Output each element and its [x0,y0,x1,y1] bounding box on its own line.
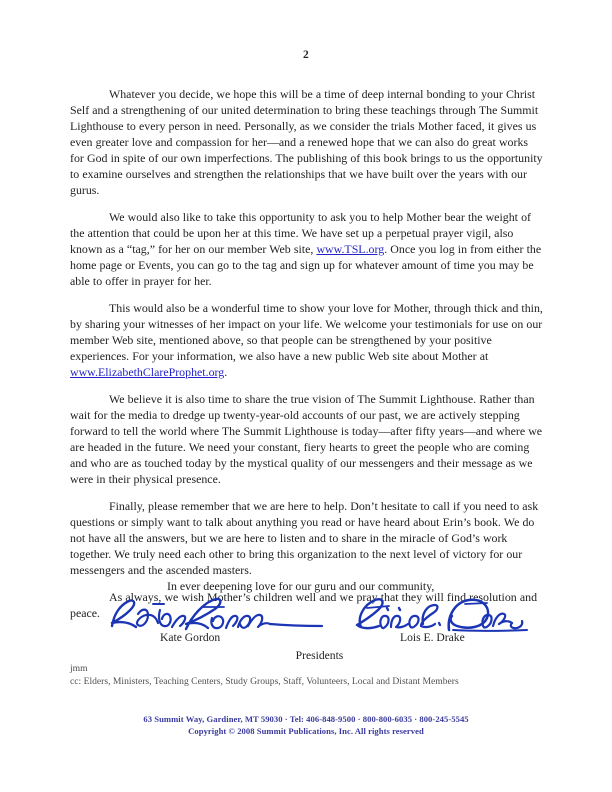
paragraph-1 [70,86,543,198]
paragraph-4 [70,391,543,487]
paragraph-3-text-b: . [224,365,228,379]
paragraph-2-text-a: We would also like to take this opportunity to ask you to help Mother bear the weight of the attention that could be upon her at this time. We have set up a perpetual prayer vigil, also known as a “tag,” for her on our member Web site, [70,210,531,256]
paragraph-1-text: Whatever you decide, we hope this will be a time of deep internal bonding to your Christ Self and a strengthening of our united determination to bring these teachings through The Summit Lighthouse to every person in need. Personally, as we consider the trials Mother faced, it gives us even greater love and compassion for her—and a renewed hope that we can also do great works for God in spite of our own imperfections. The publishing of this book brings to us the opportunity to examine ourselves and strengthen the relationships that we have built over the years with our gurus. [70,87,543,197]
paragraph-3 [70,300,543,380]
closing-line: In ever deepening love for our guru and our community, [167,579,435,593]
signature-name-kate-gordon: Kate Gordon [160,631,221,644]
paragraph-6-text: As always, we wish Mother’s children well and we pray that they will find resolution and peace. [70,590,538,620]
paragraph-5 [70,498,543,578]
typist-initials: jmm [70,663,88,674]
distribution-notes [70,663,543,688]
footer-copyright-line: Copyright © 2008 Summit Publications, Inc. All rights reserved [188,726,424,737]
link-elizabethclareprophet-org[interactable]: www.ElizabethClareProphet.org [70,365,225,379]
paragraph-2-text-b: . Once you log in from either the home page or Events, you can go to the tag and sign up for whatever amount of time you may be able to offer in prayer for her. [70,242,542,288]
cc-line: cc: Elders, Ministers, Teaching Centers, Study Groups, Staff, Volunteers, Local and Distant Members [70,675,459,687]
signature-title: Presidents [295,649,344,662]
page-number: 2 [303,49,309,61]
paragraph-2 [70,209,543,289]
link-tsl-org[interactable]: www.TSL.org [316,242,385,256]
paragraph-5-text: Finally, please remember that we are here to help. Don’t hesitate to call if you need to ask questions or simply want to talk about anything you read or have heard about Erin’s book. We do not have all the answers, but we are here to listen and to share in the miracle of God’s work together. We truly need each other to bring this organization to the next level of victory for our messengers and the ascended masters. [70,499,539,577]
paragraph-3-text-a: This would also be a wonderful time to show your love for Mother, through thick and thin, by sharing your witnesses of her impact on your life. We welcome your testimonials for use on our member Web site, mentioned above, so that people can be strengthened by your positive experiences. For your information, we also have a new public Web site about Mother at [70,301,543,363]
footer-address-line: 63 Summit Way, Gardiner, MT 59030 · Tel: 406-848-9500 · 800-800-6035 · 800-245-5545 [143,714,469,724]
letter-body [70,86,543,632]
page-footer [0,713,612,738]
paragraph-4-text: We believe it is also time to share the true vision of The Summit Lighthouse. Rather than wait for the media to dredge up twenty-year-old accounts of our past, we are actively stepping forward to tell the world where The Summit Lighthouse is today—after fifty years—and where we are headed in the future. We need your constant, fiery hearts to greet the people who are coming and who are as touched today by the mystical quality of our messengers and their message as we were in their physical presence. [70,392,543,486]
signature-name-lois-e-drake: Lois E. Drake [400,631,465,644]
